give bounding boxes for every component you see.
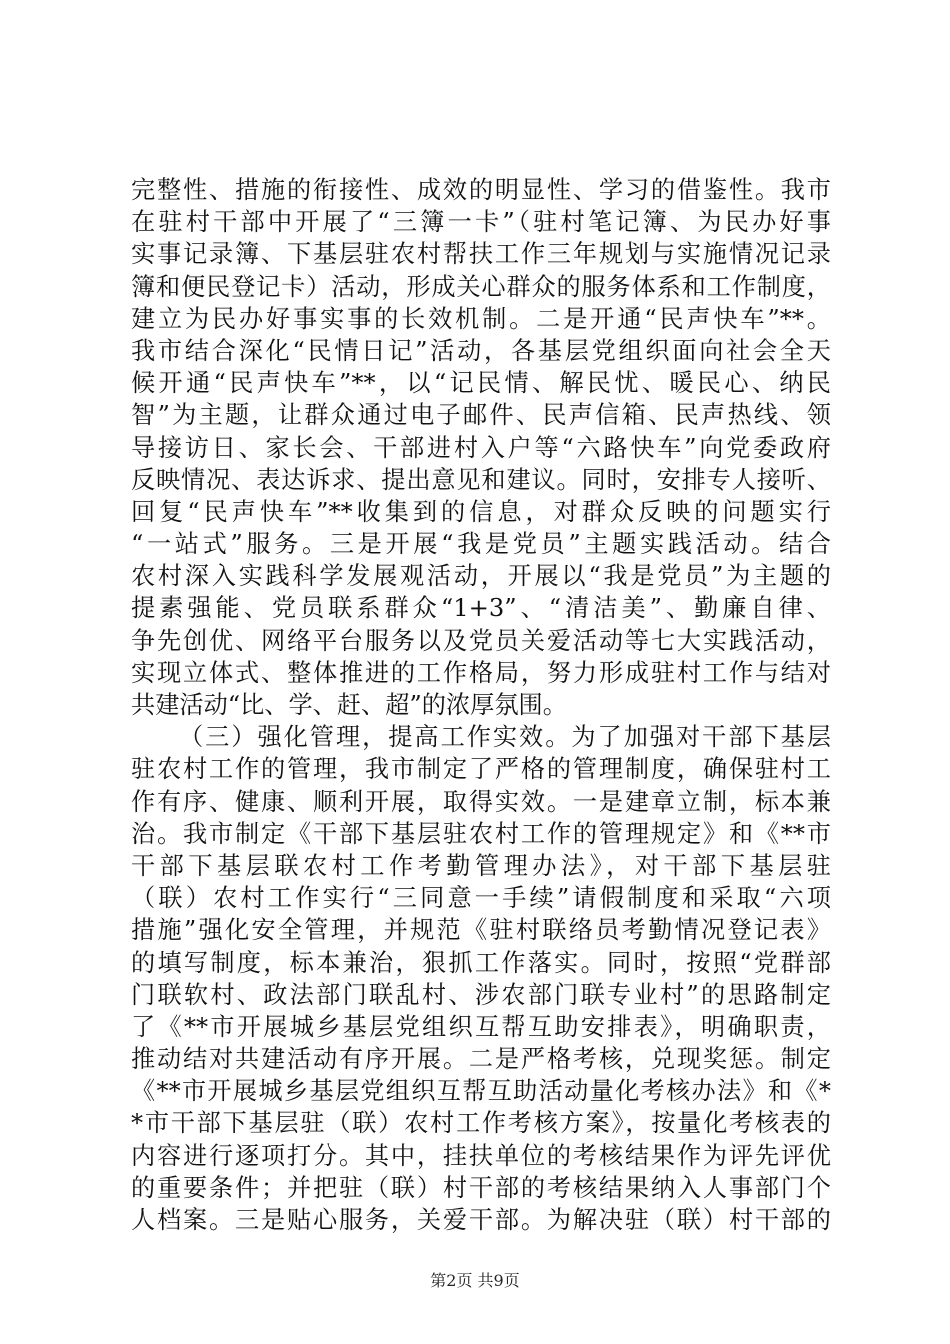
text-line: *市干部下基层驻（联）农村工作考核方案》，按量化考核表的	[131, 1109, 831, 1138]
text-line: 候开通“民声快车”**，以“记民情、解民忧、暖民心、纳民	[131, 369, 831, 398]
text-line: 治。我市制定《干部下基层驻农村工作的管理规定》和《**市	[131, 819, 831, 848]
text-line: 干部下基层联农村工作考勤管理办法》，对干部下基层驻	[131, 851, 831, 880]
text-line: 内容进行逐项打分。其中，挂扶单位的考核结果作为评先评优	[131, 1141, 831, 1170]
text-line: 作有序、健康、顺利开展，取得实效。一是建章立制，标本兼	[131, 787, 831, 816]
page-footer: 第2页 共9页	[430, 1271, 520, 1290]
text-line: 在驻村干部中开展了“三簿一卡”（驻村笔记簿、为民办好事	[131, 208, 831, 237]
text-line: “一站式”服务。三是开展“我是党员”主题实践活动。结合	[131, 530, 831, 559]
text-line: 争先创优、网络平台服务以及党员关爱活动等七大实践活动，	[131, 626, 831, 655]
text-line: 建立为民办好事实事的长效机制。二是开通“民声快车”**。	[131, 304, 831, 333]
text-line: （联）农村工作实行“三同意一手续”请假制度和采取“六项	[131, 884, 831, 913]
text-line: 导接访日、家长会、干部进村入户等“六路快车”向党委政府	[131, 433, 831, 462]
text-line: 提素强能、党员联系群众“1+3”、“清洁美”、勤廉自律、	[131, 594, 831, 623]
text-line: 了《**市开展城乡基层党组织互帮互助安排表》，明确职责，	[131, 1012, 831, 1041]
text-line: 人档案。三是贴心服务，关爱干部。为解决驻（联）村干部的	[131, 1206, 831, 1234]
text-line: 智”为主题，让群众通过电子邮件、民声信箱、民声热线、领	[131, 401, 831, 430]
text-line: 农村深入实践科学发展观活动，开展以“我是党员”为主题的	[131, 562, 831, 591]
text-line: 推动结对共建活动有序开展。二是严格考核，兑现奖惩。制定	[131, 1045, 831, 1074]
text-line: 的重要条件；并把驻（联）村干部的考核结果纳入人事部门个	[131, 1173, 831, 1202]
text-line: 实现立体式、整体推进的工作格局，努力形成驻村工作与结对	[131, 658, 831, 687]
text-line: 门联软村、政法部门联乱村、涉农部门联专业村”的思路制定	[131, 980, 831, 1009]
text-line: 实事记录簿、下基层驻农村帮扶工作三年规划与实施情况记录	[131, 240, 831, 269]
text-line: 我市结合深化“民情日记”活动，各基层党组织面向社会全天	[131, 336, 831, 365]
text-line: 完整性、措施的衔接性、成效的明显性、学习的借鉴性。我市	[131, 176, 831, 204]
text-line: 《**市开展城乡基层党组织互帮互助活动量化考核办法》和《*	[131, 1077, 831, 1106]
text-line: 共建活动“比、学、赶、超”的浓厚氛围。	[131, 691, 567, 719]
body-text	[131, 174, 831, 1236]
text-line: 的填写制度，标本兼治，狠抓工作落实。同时，按照“党群部	[131, 948, 831, 977]
text-line: 驻农村工作的管理，我市制定了严格的管理制度，确保驻村工	[131, 755, 831, 784]
text-line: 回复“民声快车”**收集到的信息，对群众反映的问题实行	[131, 497, 831, 526]
section-heading-line: （三）强化管理，提高工作实效。为了加强对干部下基层	[179, 723, 831, 752]
text-line: 措施”强化安全管理，并规范《驻村联络员考勤情况登记表》	[131, 916, 831, 945]
text-line: 反映情况、表达诉求、提出意见和建议。同时，安排专人接听、	[131, 465, 831, 494]
text-line: 簿和便民登记卡）活动，形成关心群众的服务体系和工作制度，	[131, 272, 831, 301]
